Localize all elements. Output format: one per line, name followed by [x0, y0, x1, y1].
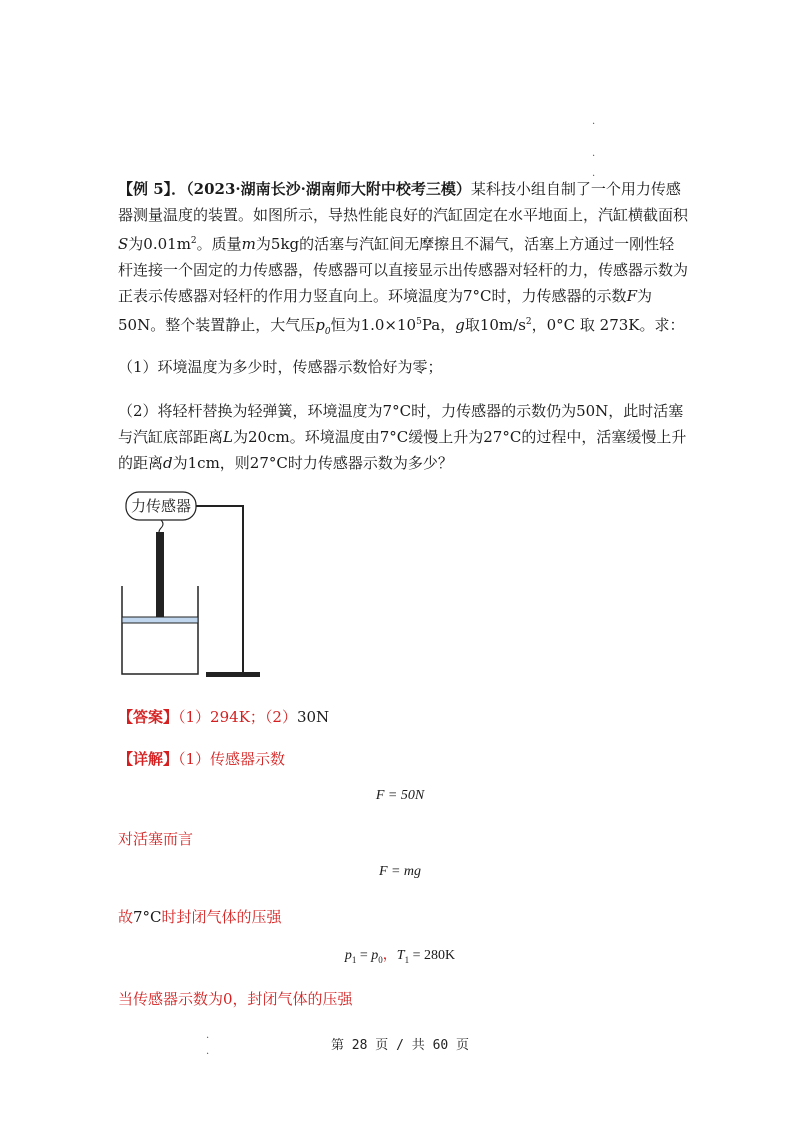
solution-label: 【详解】 — [118, 750, 179, 768]
temp-value: 7°C — [379, 428, 409, 446]
example-source: （2023·湖南长沙·湖南师大附中校考三模） — [186, 180, 471, 198]
q2-text: 为20cm。环境温度由 — [232, 428, 380, 446]
example-text: 。质量 — [196, 235, 242, 253]
example-label: 【例 5】． — [118, 180, 187, 198]
example-text: 为 — [128, 235, 144, 253]
margin-dot: . — [592, 168, 596, 179]
answer-line — [118, 704, 688, 730]
g-exp: 2 — [525, 317, 532, 327]
solution-text: （1）传感器示数 — [178, 750, 286, 768]
pressure-value: 1.0×10 — [360, 316, 417, 334]
temp-value: 7°C — [133, 908, 162, 926]
piston — [122, 617, 198, 623]
question-1: （1）环境温度为多少时，传感器示数恰好为零； — [118, 358, 443, 376]
example-problem — [118, 176, 688, 345]
example-text: 为50N。整个装置静止，大气压 — [118, 287, 652, 334]
answer-text: （1）294K；（2） — [178, 708, 297, 726]
temp-value: 27°C — [249, 454, 288, 472]
q2-text: （2）将轻杆替换为轻弹簧，环境温度为 — [118, 402, 383, 420]
var-L: L — [223, 428, 233, 446]
var-p0: p — [315, 316, 325, 334]
question-2 — [118, 398, 688, 476]
margin-dot: . — [592, 116, 596, 127]
var-m: m — [241, 235, 256, 253]
var-g: g — [455, 316, 465, 334]
solution-intro — [118, 746, 688, 772]
equation-1: F = 50N — [375, 788, 425, 803]
example-text: 为5kg的活塞与汽缸间无摩擦且不漏气，活塞上方通过一刚性轻杆连接一个固定的力传感器，传感器可以直接显示出传感器对轻杆的力，传感器示数为正表示传感器对轻杆的作用力竖直向上。环境温度为 — [118, 235, 689, 305]
margin-dot: . — [206, 1046, 210, 1057]
pressure-unit: Pa — [421, 316, 441, 334]
margin-dot: . — [592, 148, 596, 159]
answer-label: 【答案】 — [118, 708, 179, 726]
rigid-rod — [156, 532, 164, 618]
solution-line-2: 对活塞而言 — [118, 830, 194, 848]
solution-line-3: 故7°C时封闭气体的压强 — [118, 908, 282, 926]
answer-value: 30N — [296, 708, 330, 726]
example-text: 时，力传感器的示数 — [491, 287, 627, 305]
temp-value: 27°C — [483, 428, 522, 446]
example-text: ，0°C 取 273K。求： — [531, 316, 685, 334]
pressure-exp: 5 — [416, 317, 422, 327]
equation-2: F = mg — [378, 864, 422, 879]
q2-text: 时力传感器示数为多少？ — [287, 454, 453, 472]
support-frame — [196, 506, 243, 674]
q2-text: 为1cm，则 — [172, 454, 250, 472]
solution-line-4: 当传感器示数为0，封闭气体的压强 — [118, 990, 353, 1008]
temp-value: 7°C — [463, 287, 492, 305]
apparatus-figure — [110, 488, 280, 688]
area-value: 0.01m — [143, 235, 191, 253]
q2-text: 缓慢上升为 — [408, 428, 484, 446]
margin-dot: . — [206, 1030, 210, 1041]
example-text: ， — [440, 316, 456, 334]
area-exp: 2 — [190, 236, 197, 246]
q2-text: 的过程中，活塞缓慢上升的距离 — [118, 428, 687, 472]
q2-text: 时，力传感器的示数仍为50N，此时活塞与汽缸底部距离 — [118, 402, 684, 446]
var-p0-sub: 0 — [324, 327, 331, 337]
page-footer: 第 28 页 / 共 60 页 — [330, 1038, 470, 1053]
example-text: 恒为 — [330, 316, 361, 334]
var-d: d — [163, 454, 173, 472]
var-S: S — [118, 235, 129, 253]
equation-3: $p_1 = p_0$，$T_1 = 280K$ — [344, 948, 456, 965]
sensor-label: 力传感器 — [130, 497, 192, 515]
var-F: F — [626, 287, 637, 305]
stand-base — [206, 672, 260, 677]
temp-value: 7°C — [382, 402, 412, 420]
example-text: 某科技小组自制了一个用力传感器测量温度的装置。如图所示，导热性能良好的汽缸固定在水平地面上，汽缸横截面积 — [118, 180, 689, 224]
example-text: 取10m/s — [464, 316, 526, 334]
